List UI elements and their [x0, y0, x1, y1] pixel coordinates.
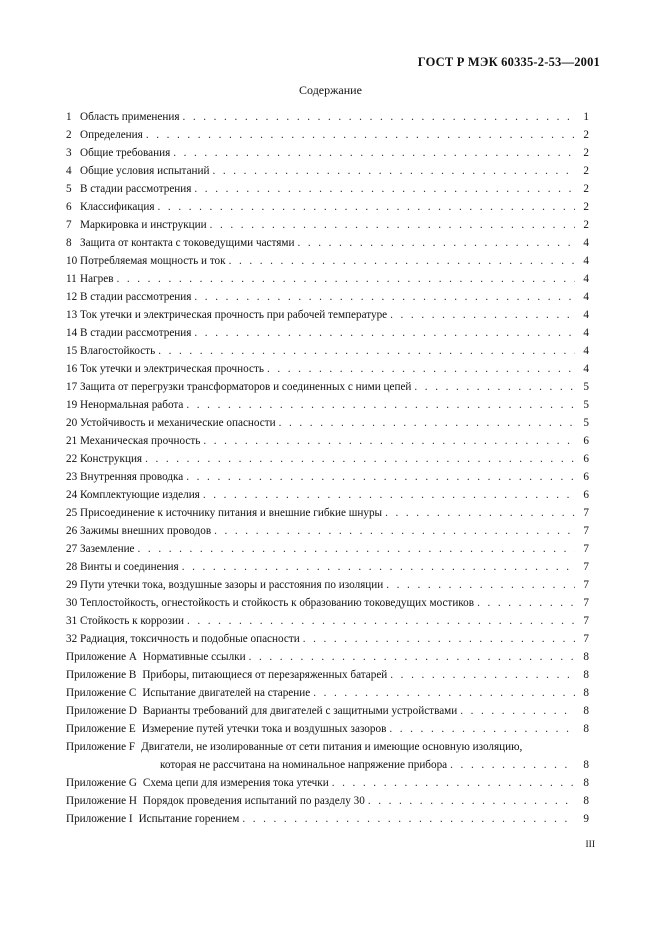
toc-leader-dots — [186, 468, 575, 486]
toc-entry-title: Присоединение к источнику питания и внешние гибкие шнуры — [80, 507, 383, 519]
toc-leader-dots — [450, 756, 575, 774]
toc-entry-title: Конструкция — [80, 453, 143, 465]
toc-leader-dots — [213, 162, 576, 180]
toc-entry-page: 2 — [583, 165, 589, 177]
toc-entry-page: 8 — [583, 705, 589, 717]
toc-entry-page: 6 — [583, 453, 589, 465]
toc-entry-title: Устойчивость и механические опасности — [80, 417, 276, 429]
toc-annex-entry — [66, 720, 589, 738]
toc-leader-dots — [203, 486, 575, 504]
toc-entry-number: 17 — [66, 381, 78, 393]
toc-leader-dots — [249, 648, 575, 666]
toc-entry-page: 2 — [583, 219, 589, 231]
toc-entry-title: Определения — [80, 129, 143, 141]
toc-entry-title: Винты и соединения — [80, 561, 179, 573]
toc-entry-page: 7 — [583, 525, 589, 537]
toc-entry — [66, 504, 589, 522]
annex-title: Приборы, питающиеся от перезаряженных батарей — [142, 669, 388, 681]
toc-entry-page: 6 — [583, 489, 589, 501]
toc-leader-dots — [414, 378, 575, 396]
toc-entry-title: Радиация, токсичность и подобные опасности — [80, 633, 300, 645]
toc-entry-number: 16 — [66, 363, 78, 375]
toc-leader-dots — [297, 234, 575, 252]
toc-entry — [66, 576, 589, 594]
toc-entry-title: Ток утечки и электрическая прочность при рабочей температуре — [80, 309, 388, 321]
toc-entry — [66, 594, 589, 612]
annex-label: Приложение С — [66, 687, 137, 699]
toc-annex-entry — [66, 774, 589, 792]
toc-entry-title: Общие условия испытаний — [80, 165, 210, 177]
toc-entry-title: Потребляемая мощность и ток — [80, 255, 226, 267]
toc-entry-page: 6 — [583, 435, 589, 447]
toc-entry-title: Зажимы внешних проводов — [80, 525, 212, 537]
toc-leader-dots — [138, 540, 575, 558]
toc-entry-page: 5 — [583, 417, 589, 429]
toc-leader-dots — [303, 630, 575, 648]
toc-entry-number: 25 — [66, 507, 78, 519]
toc-entry-page: 4 — [583, 327, 589, 339]
toc-entry-title: Внутренняя проводка — [80, 471, 184, 483]
toc-entry-page: 9 — [583, 813, 589, 825]
toc-leader-dots — [158, 342, 575, 360]
toc-leader-dots — [242, 810, 575, 828]
toc-annex-entry — [66, 648, 589, 666]
toc-title: Содержание — [299, 83, 362, 97]
toc-entry — [66, 360, 589, 378]
toc-entry — [66, 108, 589, 126]
toc-entry-page: 5 — [583, 399, 589, 411]
toc-entry-number: 14 — [66, 327, 78, 339]
annex-title: Испытание двигателей на старение — [142, 687, 311, 699]
toc-leader-dots — [158, 198, 575, 216]
toc-entry-page: 8 — [583, 651, 589, 663]
toc-entry-number: 29 — [66, 579, 78, 591]
annex-label: Приложение G — [66, 777, 137, 789]
toc-leader-dots — [460, 702, 575, 720]
toc-entry-page: 4 — [583, 345, 589, 357]
toc-annex-entry — [66, 810, 589, 828]
toc-entry-page: 4 — [583, 237, 589, 249]
toc-annex-entry — [66, 792, 589, 810]
toc-entry-number: 2 — [66, 129, 72, 141]
toc-leader-dots — [332, 774, 575, 792]
toc-entry-page: 7 — [583, 597, 589, 609]
toc-entry — [66, 558, 589, 576]
annex-title: Порядок проведения испытаний по разделу 30 — [142, 795, 365, 807]
toc-entry-title: Стойкость к коррозии — [80, 615, 184, 627]
annex-title: Схема цепи для измерения тока утечки — [142, 777, 329, 789]
toc-entry-page: 4 — [583, 363, 589, 375]
annex-title: Нормативные ссылки — [142, 651, 246, 663]
toc-entry-page: 8 — [583, 723, 589, 735]
toc-entry-page: 2 — [583, 129, 589, 141]
toc-leader-dots — [194, 324, 575, 342]
toc-entry-page: 4 — [583, 291, 589, 303]
toc-entry-number: 12 — [66, 291, 78, 303]
toc-entry-title: Теплостойкость, огнестойкость и стойкость к образованию токоведущих мостиков — [80, 597, 475, 609]
toc-leader-dots — [210, 216, 575, 234]
toc-entry — [66, 612, 589, 630]
toc-entry — [66, 180, 589, 198]
toc-entry — [66, 540, 589, 558]
toc-entry-number: 11 — [66, 273, 77, 285]
toc-entry-page: 7 — [583, 561, 589, 573]
toc-entry-page: 8 — [583, 687, 589, 699]
toc-entry-number: 28 — [66, 561, 78, 573]
toc-entry-number: 3 — [66, 147, 72, 159]
toc-leader-dots — [182, 558, 575, 576]
toc-annex-entry — [66, 684, 589, 702]
toc-leader-dots — [368, 792, 575, 810]
toc-entry — [66, 414, 589, 432]
toc-entry-page: 4 — [583, 309, 589, 321]
toc-entry-page: 2 — [583, 183, 589, 195]
toc-leader-dots — [203, 432, 575, 450]
toc-entry — [66, 468, 589, 486]
toc-entry-number: 31 — [66, 615, 78, 627]
toc-entry — [66, 630, 589, 648]
toc-entry — [66, 522, 589, 540]
table-of-contents — [66, 108, 589, 828]
toc-entry-number: 5 — [66, 183, 72, 195]
toc-leader-dots — [146, 126, 575, 144]
toc-entry — [66, 432, 589, 450]
toc-leader-dots — [194, 180, 575, 198]
toc-entry-page: 5 — [583, 381, 589, 393]
toc-entry — [66, 342, 589, 360]
toc-entry — [66, 216, 589, 234]
toc-entry-number: 24 — [66, 489, 78, 501]
toc-entry-page: 6 — [583, 471, 589, 483]
toc-entry-page: 2 — [583, 147, 589, 159]
toc-leader-dots — [187, 612, 575, 630]
toc-leader-dots — [194, 288, 575, 306]
toc-entry-number: 22 — [66, 453, 78, 465]
annex-label: Приложение А — [66, 651, 137, 663]
toc-entry — [66, 252, 589, 270]
document-id: ГОСТ Р МЭК 60335-2-53—2001 — [417, 55, 600, 69]
toc-entry-page: 7 — [583, 633, 589, 645]
toc-entry-title: Влагостойкость — [80, 345, 156, 357]
toc-leader-dots — [116, 270, 575, 288]
toc-entry-number: 20 — [66, 417, 78, 429]
toc-entry-page: 2 — [583, 201, 589, 213]
page-number: III — [585, 840, 595, 850]
toc-leader-dots — [386, 576, 575, 594]
annex-title: Двигатели, не изолированные от сети питания и имеющие основную изоляцию, — [141, 741, 523, 753]
toc-entry-title: Ненормальная работа — [80, 399, 184, 411]
toc-entry — [66, 270, 589, 288]
toc-leader-dots — [389, 720, 575, 738]
toc-entry-number: 21 — [66, 435, 78, 447]
toc-entry-page: 7 — [583, 543, 589, 555]
toc-entry-title: Ток утечки и электрическая прочность — [80, 363, 264, 375]
toc-leader-dots — [477, 594, 575, 612]
toc-entry-page: 8 — [583, 669, 589, 681]
toc-entry-number: 1 — [66, 111, 72, 123]
toc-entry-page: 7 — [583, 507, 589, 519]
toc-leader-dots — [173, 144, 575, 162]
toc-entry-page: 7 — [583, 615, 589, 627]
toc-entry-page: 1 — [583, 111, 589, 123]
toc-entry-number: 19 — [66, 399, 78, 411]
toc-entry — [66, 396, 589, 414]
toc-entry-title: Классификация — [80, 201, 155, 213]
toc-entry-title: Защита от перегрузки трансформаторов и соединенных с ними цепей — [80, 381, 412, 393]
toc-entry-number: 32 — [66, 633, 78, 645]
toc-annex-entry — [66, 666, 589, 684]
toc-entry-page: 4 — [583, 255, 589, 267]
annex-label: Приложение D — [66, 705, 137, 717]
annex-title: Измерение путей утечки тока и воздушных зазоров — [141, 723, 387, 735]
toc-entry — [66, 126, 589, 144]
toc-entry-title: Механическая прочность — [80, 435, 201, 447]
toc-entry-page: 8 — [583, 759, 589, 771]
toc-leader-dots — [229, 252, 575, 270]
toc-entry-page: 8 — [583, 795, 589, 807]
toc-entry-number: 27 — [66, 543, 78, 555]
toc-entry-title: В стадии рассмотрения — [80, 291, 192, 303]
toc-entry — [66, 378, 589, 396]
toc-entry — [66, 144, 589, 162]
toc-entry — [66, 324, 589, 342]
toc-entry — [66, 234, 589, 252]
toc-leader-dots — [279, 414, 575, 432]
annex-title-continued: которая не рассчитана на номинальное напряжение прибора — [160, 759, 448, 771]
toc-leader-dots — [267, 360, 575, 378]
toc-entry-page: 7 — [583, 579, 589, 591]
toc-entry-title: Область применения — [80, 111, 180, 123]
toc-leader-dots — [313, 684, 575, 702]
toc-entry — [66, 450, 589, 468]
toc-entry — [66, 162, 589, 180]
annex-title: Испытание горением — [138, 813, 240, 825]
toc-entry-title: Маркировка и инструкции — [80, 219, 207, 231]
toc-entry — [66, 486, 589, 504]
toc-entry-number: 10 — [66, 255, 78, 267]
toc-entry-title: Комплектующие изделия — [80, 489, 200, 501]
toc-leader-dots — [182, 108, 575, 126]
annex-label: Приложение Н — [66, 795, 137, 807]
toc-entry-number: 7 — [66, 219, 72, 231]
toc-entry-title: Нагрев — [80, 273, 114, 285]
toc-entry-number: 26 — [66, 525, 78, 537]
annex-label: Приложение В — [66, 669, 137, 681]
annex-label: Приложение Е — [66, 723, 136, 735]
toc-entry-page: 4 — [583, 273, 589, 285]
toc-entry-number: 23 — [66, 471, 78, 483]
toc-leader-dots — [214, 522, 575, 540]
toc-entry-number: 13 — [66, 309, 78, 321]
toc-entry-number: 6 — [66, 201, 72, 213]
toc-entry — [66, 306, 589, 324]
toc-entry-number: 4 — [66, 165, 72, 177]
toc-annex-entry — [66, 702, 589, 720]
toc-entry-title: Общие требования — [80, 147, 171, 159]
toc-entry-page: 8 — [583, 777, 589, 789]
toc-leader-dots — [186, 396, 575, 414]
toc-annex-entry — [66, 738, 589, 774]
toc-entry-title: Пути утечки тока, воздушные зазоры и расстояния по изоляции — [80, 579, 384, 591]
toc-leader-dots — [390, 306, 575, 324]
toc-entry-title: В стадии рассмотрения — [80, 183, 192, 195]
toc-leader-dots — [385, 504, 575, 522]
annex-label: Приложение F — [66, 741, 136, 753]
toc-leader-dots — [145, 450, 575, 468]
toc-entry — [66, 198, 589, 216]
toc-entry-title: Защита от контакта с токоведущими частями — [80, 237, 295, 249]
toc-entry — [66, 288, 589, 306]
toc-entry-number: 8 — [66, 237, 72, 249]
toc-entry-number: 30 — [66, 597, 78, 609]
annex-title: Варианты требований для двигателей с защитными устройствами — [142, 705, 458, 717]
toc-entry-title: Заземление — [80, 543, 135, 555]
toc-leader-dots — [390, 666, 575, 684]
annex-label: Приложение I — [66, 813, 133, 825]
toc-entry-number: 15 — [66, 345, 78, 357]
toc-entry-title: В стадии рассмотрения — [80, 327, 192, 339]
